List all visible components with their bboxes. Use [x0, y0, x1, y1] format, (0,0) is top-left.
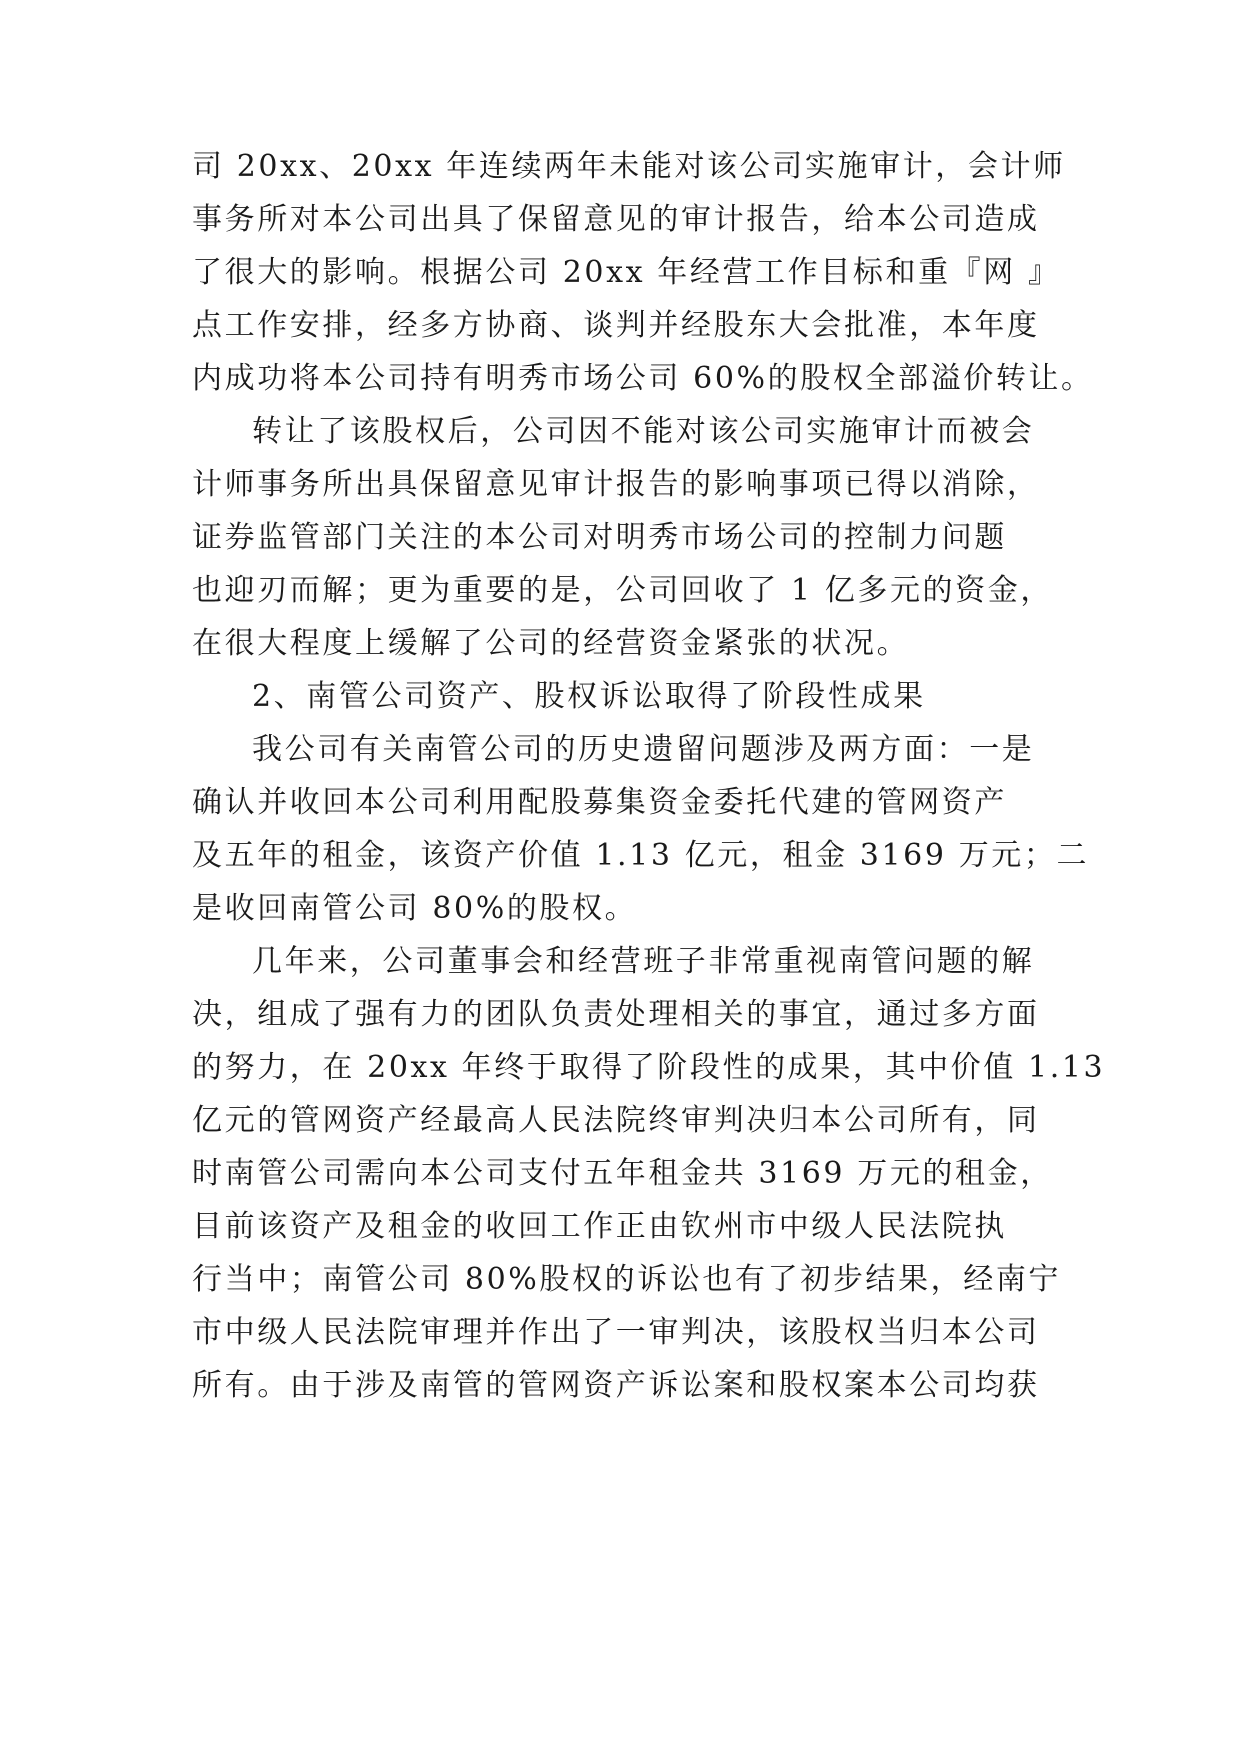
paragraph-line: 内成功将本公司持有明秀市场公司 60%的股权全部溢价转让。 [192, 361, 1094, 396]
paragraph-line: 点工作安排，经多方协商、谈判并经股东大会批准，本年度 [192, 308, 1040, 343]
paragraph-line: 也迎刃而解；更为重要的是，公司回收了 1 亿多元的资金， [192, 573, 1053, 608]
paragraph-line: 司 20xx、20xx 年连续两年未能对该公司实施审计，会计师 [192, 149, 1066, 184]
paragraph-line: 及五年的租金，该资产价值 1.13 亿元，租金 3169 万元；二 [192, 838, 1090, 873]
paragraph-line: 目前该资产及租金的收回工作正由钦州市中级人民法院执 [192, 1209, 1007, 1244]
paragraph-line: 时南管公司需向本公司支付五年租金共 3169 万元的租金， [192, 1156, 1053, 1191]
paragraph-line: 的努力，在 20xx 年终于取得了阶段性的成果，其中价值 1.13 [192, 1050, 1106, 1085]
paragraph-line: 转让了该股权后，公司因不能对该公司实施审计而被会 [252, 414, 1035, 449]
paragraph-line: 确认并收回本公司利用配股募集资金委托代建的管网资产 [192, 785, 1007, 820]
paragraph-line: 我公司有关南管公司的历史遗留问题涉及两方面：一是 [252, 732, 1035, 767]
paragraph-line: 所有。由于涉及南管的管网资产诉讼案和股权案本公司均获 [192, 1368, 1040, 1403]
paragraph-line: 决，组成了强有力的团队负责处理相关的事宜，通过多方面 [192, 997, 1040, 1032]
section-heading: 2、南管公司资产、股权诉讼取得了阶段性成果 [252, 679, 926, 714]
paragraph-line: 市中级人民法院审理并作出了一审判决，该股权当归本公司 [192, 1315, 1040, 1350]
paragraph-line: 计师事务所出具保留意见审计报告的影响事项已得以消除， [192, 467, 1040, 502]
paragraph-line: 是收回南管公司 80%的股权。 [192, 891, 638, 926]
paragraph-line: 事务所对本公司出具了保留意见的审计报告，给本公司造成 [192, 202, 1040, 237]
paragraph-line: 了很大的影响。根据公司 20xx 年经营工作目标和重『网 』 [192, 255, 1061, 290]
paragraph-line: 行当中；南管公司 80%股权的诉讼也有了初步结果，经南宁 [192, 1262, 1062, 1297]
paragraph-line: 证券监管部门关注的本公司对明秀市场公司的控制力问题 [192, 520, 1007, 555]
paragraph-line: 在很大程度上缓解了公司的经营资金紧张的状况。 [192, 626, 910, 661]
paragraph-line: 亿元的管网资产经最高人民法院终审判决归本公司所有，同 [192, 1103, 1040, 1138]
paragraph-line: 几年来，公司董事会和经营班子非常重视南管问题的解 [252, 944, 1035, 979]
